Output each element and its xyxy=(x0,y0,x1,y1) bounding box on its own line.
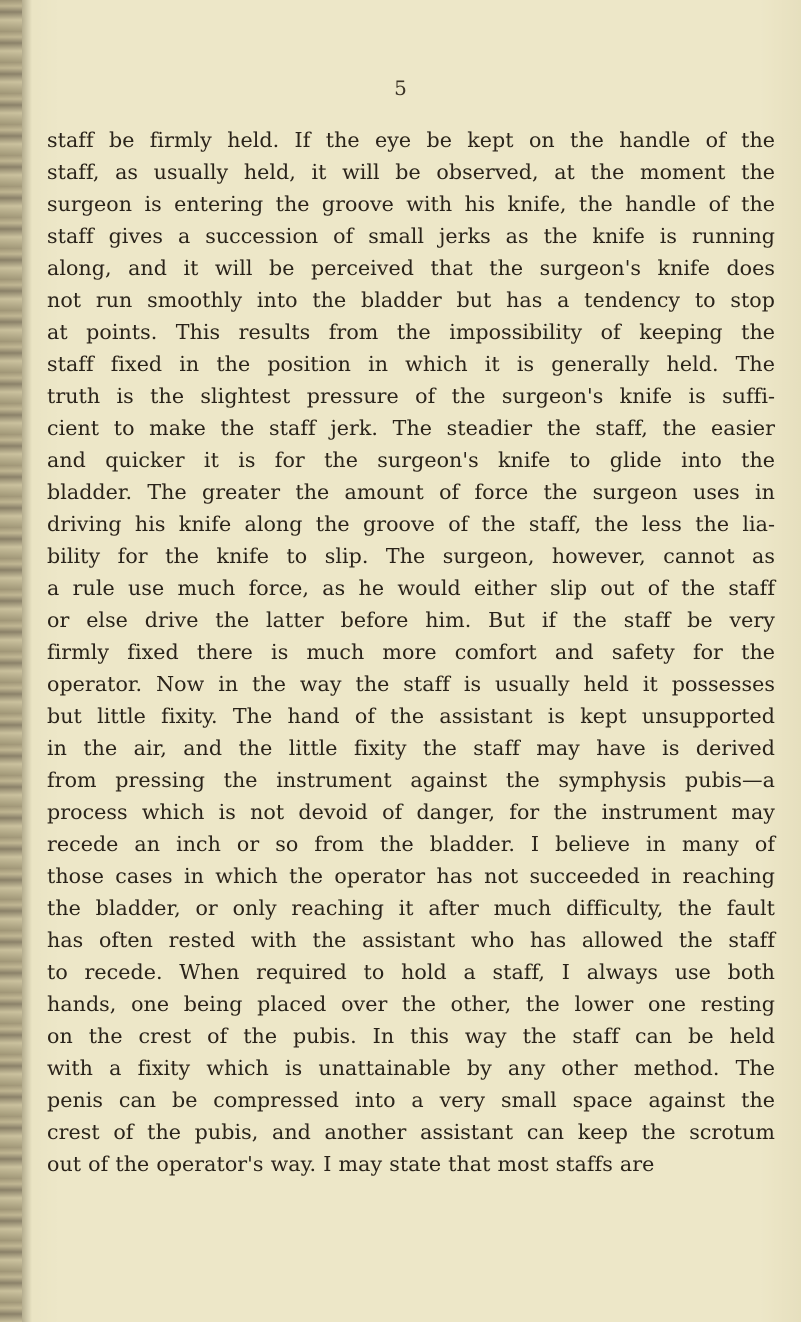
text-line: bladder. The greater the amount of force the surgeon uses in xyxy=(47,480,775,504)
body-text xyxy=(47,124,775,1180)
text-line: staff gives a succession of small jerks as the knife is running xyxy=(47,224,775,248)
text-line: in the air, and the little fixity the staff may have is derived xyxy=(47,736,775,760)
text-line: process which is not devoid of danger, for the instrument may xyxy=(47,800,775,824)
text-line: penis can be compressed into a very small space against the xyxy=(47,1088,775,1112)
text-line: a rule use much force, as he would either slip out of the staff xyxy=(47,576,775,600)
text-line: staff, as usually held, it will be observed, at the moment the xyxy=(47,160,775,184)
text-line: from pressing the instrument against the symphysis pubis—a xyxy=(47,768,775,792)
page-number: 5 xyxy=(394,76,407,100)
text-line: crest of the pubis, and another assistant can keep the scrotum xyxy=(47,1120,775,1144)
text-line: to recede. When required to hold a staff, I always use both xyxy=(47,960,775,984)
text-line: but little fixity. The hand of the assistant is kept unsupported xyxy=(47,704,775,728)
text-line: not run smoothly into the bladder but has a tendency to stop xyxy=(47,288,775,312)
text-line: out of the operator's way. I may state that most staffs are xyxy=(47,1152,655,1176)
text-line: driving his knife along the groove of the staff, the less the lia- xyxy=(47,512,775,536)
text-line: at points. This results from the impossibility of keeping the xyxy=(47,320,775,344)
text-line: hands, one being placed over the other, the lower one resting xyxy=(47,992,775,1016)
text-line: staff fixed in the position in which it is generally held. The xyxy=(47,352,775,376)
text-line: the bladder, or only reaching it after much difficulty, the fault xyxy=(47,896,775,920)
text-line: or else drive the latter before him. But if the staff be very xyxy=(47,608,775,632)
text-line: truth is the slightest pressure of the surgeon's knife is suffi- xyxy=(47,384,775,408)
text-line: firmly fixed there is much more comfort and safety for the xyxy=(47,640,775,664)
text-line: with a fixity which is unattainable by any other method. The xyxy=(47,1056,775,1080)
text-line: and quicker it is for the surgeon's knife to glide into the xyxy=(47,448,775,472)
book-binding xyxy=(0,0,22,1322)
gutter-shadow xyxy=(22,0,32,1322)
text-line: has often rested with the assistant who has allowed the staff xyxy=(47,928,775,952)
text-line: bility for the knife to slip. The surgeon, however, cannot as xyxy=(47,544,775,568)
text-line: on the crest of the pubis. In this way the staff can be held xyxy=(47,1024,775,1048)
text-line: recede an inch or so from the bladder. I believe in many of xyxy=(47,832,775,856)
text-line: surgeon is entering the groove with his knife, the handle of the xyxy=(47,192,775,216)
text-line: those cases in which the operator has not succeeded in reaching xyxy=(47,864,775,888)
text-line: operator. Now in the way the staff is usually held it possesses xyxy=(47,672,775,696)
text-line: staff be firmly held. If the eye be kept on the handle of the xyxy=(47,128,775,152)
text-line: cient to make the staff jerk. The steadier the staff, the easier xyxy=(47,416,775,440)
text-line: along, and it will be perceived that the surgeon's knife does xyxy=(47,256,775,280)
